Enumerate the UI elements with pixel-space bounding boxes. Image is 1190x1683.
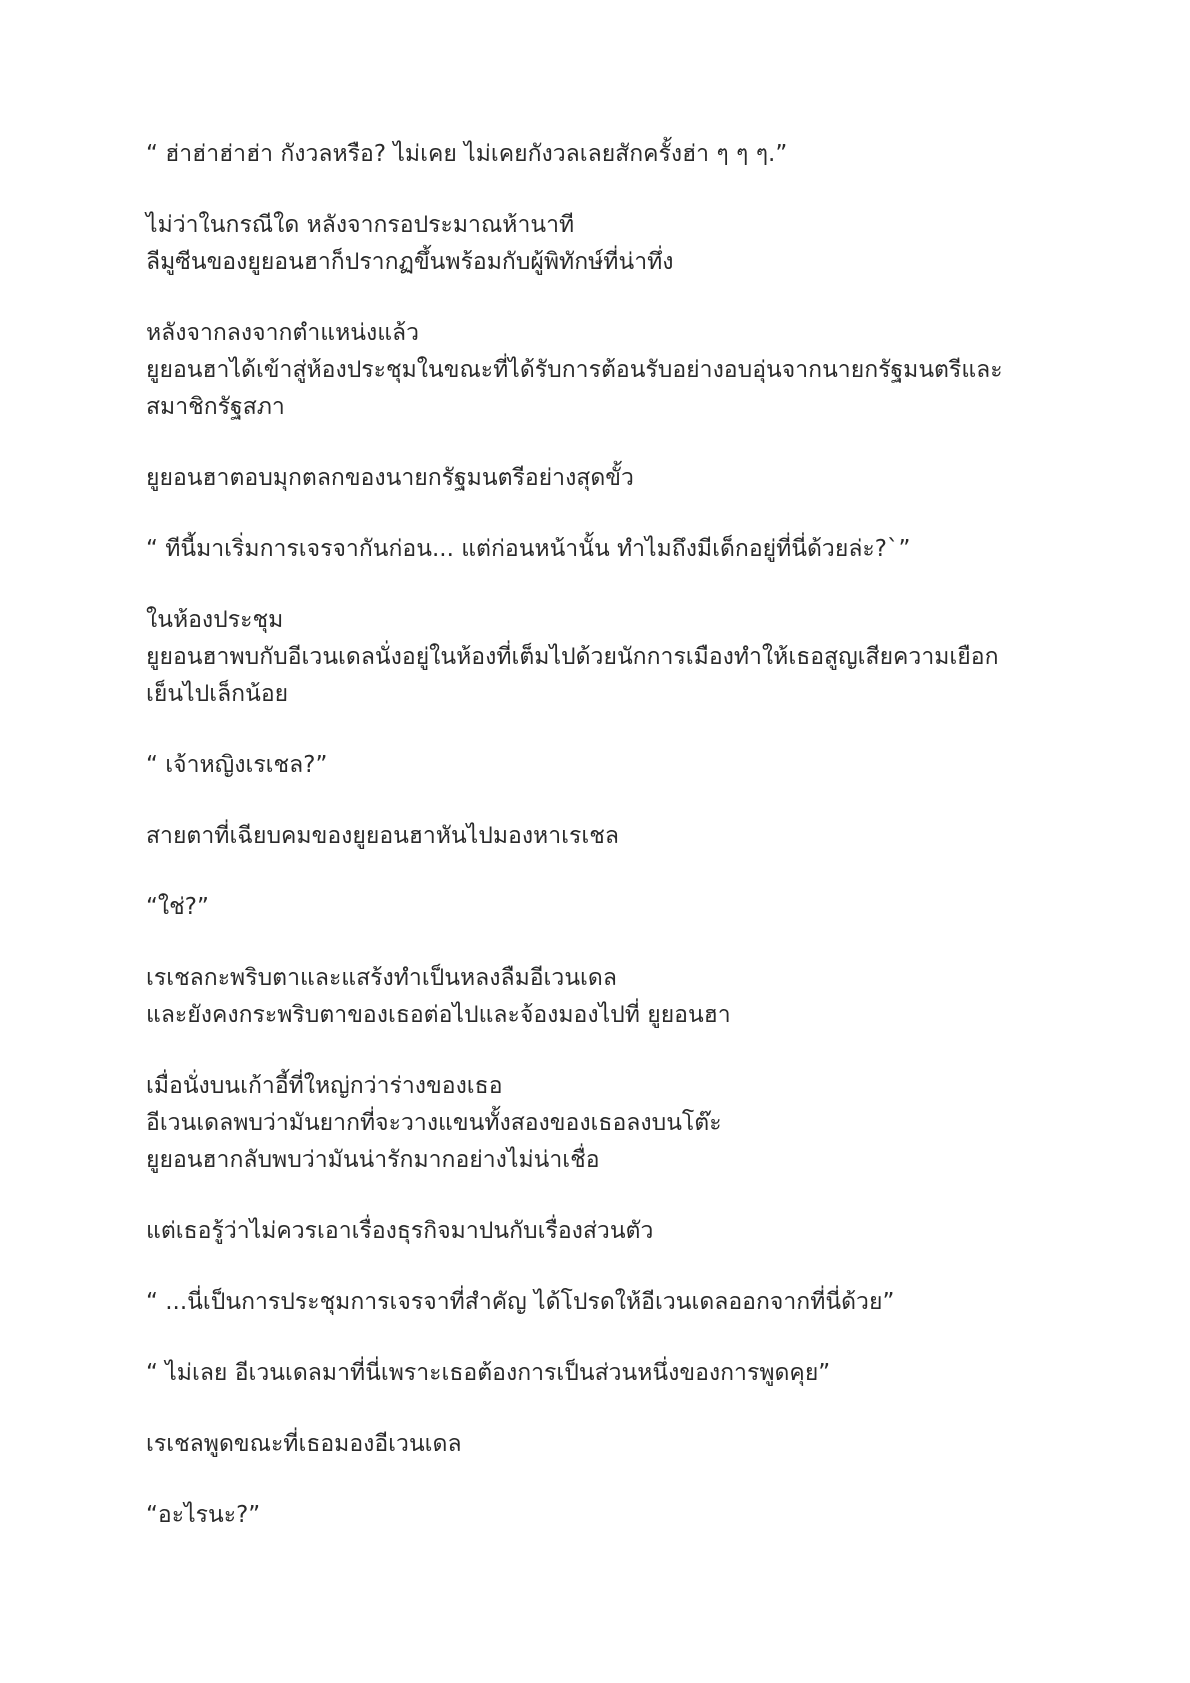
text-line: เย็นไปเล็กน้อย (146, 681, 289, 707)
text-line: ยูยอนฮาได้เข้าสู่ห้องประชุมในขณะที่ได้รับการต้อนรับอย่างอบอุ่นจากนายกรัฐมนตรีและ (146, 357, 1003, 383)
text-line: ยูยอนฮาพบกับอีเวนเดลนั่งอยู่ในห้องที่เต็มไปด้วยนักการเมืองทำให้เธอสูญเสียความเยือก (146, 644, 999, 670)
paragraph-10 (146, 960, 1096, 1034)
text-line: และยังคงกระพริบตาของเธอต่อไปและจ้องมองไปที่ ยูยอนฮา (146, 1002, 731, 1028)
text-line: “ ไม่เลย อีเวนเดลมาที่นี่เพราะเธอต้องการเป็นส่วนหนึ่งของการพูดคุย” (146, 1360, 831, 1386)
text-line: “ ...นี่เป็นการประชุมการเจรจาที่สำคัญ ได้โปรดให้อีเวนเดลออกจากที่นี่ด้วย” (146, 1289, 895, 1315)
text-line: เมื่อนั่งบนเก้าอี้ที่ใหญ่กว่าร่างของเธอ (146, 1073, 503, 1099)
text-line: ในห้องประชุม (146, 607, 284, 633)
text-line: เรเชลกะพริบตาและแสร้งทำเป็นหลงลืมอีเวนเดล (146, 965, 617, 991)
paragraph-3 (146, 315, 1096, 426)
paragraph-2 (146, 207, 1096, 281)
paragraph-7 (146, 747, 1096, 784)
paragraph-14 (146, 1355, 1096, 1392)
paragraph-8 (146, 818, 1096, 855)
paragraph-9 (146, 889, 1096, 926)
paragraph-15 (146, 1426, 1096, 1463)
text-line: สมาชิกรัฐสภา (146, 394, 285, 420)
text-line: ไม่ว่าในกรณีใด หลังจากรอประมาณห้านาที (146, 212, 575, 238)
paragraph-12 (146, 1213, 1096, 1250)
text-line: “ ทีนี้มาเริ่มการเจรจากันก่อน... แต่ก่อนหน้านั้น ทำไมถึงมีเด็กอยู่ที่นี่ด้วยล่ะ?`” (146, 536, 911, 562)
paragraph-1 (146, 136, 1096, 173)
text-line: ยูยอนฮากลับพบว่ามันน่ารักมากอย่างไม่น่าเชื่อ (146, 1147, 600, 1173)
paragraph-16 (146, 1497, 1096, 1534)
text-line: เรเชลพูดขณะที่เธอมองอีเวนเดล (146, 1431, 462, 1457)
paragraph-11 (146, 1068, 1096, 1179)
text-line: ลีมูซีนของยูยอนฮาก็ปรากฏขึ้นพร้อมกับผู้พิทักษ์ที่น่าทึ่ง (146, 249, 674, 275)
paragraph-13 (146, 1284, 1096, 1321)
text-line: สายตาที่เฉียบคมของยูยอนฮาหันไปมองหาเรเชล (146, 823, 619, 849)
text-line: หลังจากลงจากตำแหน่งแล้ว (146, 320, 420, 346)
paragraph-4 (146, 460, 1096, 497)
text-line: อีเวนเดลพบว่ามันยากที่จะวางแขนทั้งสองของเธอลงบนโต๊ะ (146, 1110, 722, 1136)
text-line: “ เจ้าหญิงเรเชล?” (146, 752, 328, 778)
text-line: “ ฮ่าฮ่าฮ่าฮ่า กังวลหรือ? ไม่เคย ไม่เคยกังวลเลยสักครั้งฮ่า ๆ ๆ ๆ.” (146, 141, 788, 167)
document-page (146, 136, 1096, 1568)
paragraph-6 (146, 602, 1096, 713)
text-line: ยูยอนฮาตอบมุกตลกของนายกรัฐมนตรีอย่างสุดขั้ว (146, 465, 634, 491)
text-line: “อะไรนะ?” (146, 1502, 261, 1528)
text-line: “ใช่?” (146, 894, 209, 920)
text-line: แต่เธอรู้ว่าไม่ควรเอาเรื่องธุรกิจมาปนกับเรื่องส่วนตัว (146, 1218, 654, 1244)
paragraph-5 (146, 531, 1096, 568)
